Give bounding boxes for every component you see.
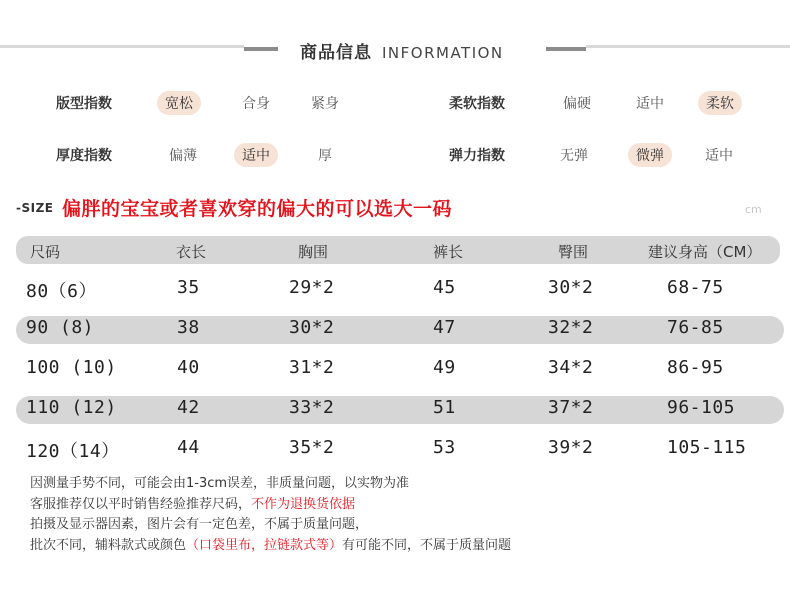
table-cell: 76-85 xyxy=(667,317,724,338)
table-cell: 39*2 xyxy=(548,437,594,458)
table-cell: 31*2 xyxy=(289,357,335,378)
table-header-cell: 裤长 xyxy=(433,243,464,261)
table-header-cell: 建议身高（CM） xyxy=(648,243,762,261)
table-cell: 30*2 xyxy=(289,317,335,338)
section-title-zh: 商品信息 xyxy=(300,43,372,63)
attribute-option-selected: 柔软 xyxy=(698,91,742,115)
section-title xyxy=(300,38,504,63)
note-line xyxy=(30,536,511,557)
table-cell: 30*2 xyxy=(548,277,594,298)
table-cell: 40 xyxy=(177,357,200,378)
table-cell: 37*2 xyxy=(548,397,594,418)
table-header-cell: 臀围 xyxy=(558,243,589,261)
attribute-option: 偏硬 xyxy=(563,96,591,112)
table-cell: 47 xyxy=(433,317,456,338)
table-cell: 33*2 xyxy=(289,397,335,418)
table-cell: 105-115 xyxy=(667,437,747,458)
table-cell: 120（14） xyxy=(26,441,120,462)
table-cell: 34*2 xyxy=(548,357,594,378)
table-cell: 49 xyxy=(433,357,456,378)
note-text: 拍摄及显示器因素，图片会有一定色差，不属于质量问题， xyxy=(30,517,369,532)
title-divider-right-accent xyxy=(546,47,586,51)
table-cell: 51 xyxy=(433,397,456,418)
note-text: 有可能不同，不属于质量问题 xyxy=(342,537,512,553)
section-title-en: INFORMATION xyxy=(382,44,504,62)
attribute-option-selected: 宽松 xyxy=(157,91,201,115)
table-cell: 90 (8) xyxy=(26,317,95,338)
table-cell: 53 xyxy=(433,437,456,458)
note-text: 批次不同，辅料款式或颜色 xyxy=(30,537,187,553)
note-text: 客服推荐仅以平时销售经验推荐尺码， xyxy=(30,496,252,512)
note-text: 因测量手势不同，可能会由1-3cm误差，非质量问题，以实物为准 xyxy=(30,476,410,491)
table-cell: 38 xyxy=(177,317,200,338)
title-divider-left-accent xyxy=(244,47,278,51)
table-header-cell: 胸围 xyxy=(298,243,329,261)
note-highlight: （口袋里布，拉链款式等） xyxy=(186,537,343,553)
table-cell: 86-95 xyxy=(667,357,724,378)
attribute-option: 无弹 xyxy=(560,148,588,164)
attribute-option: 紧身 xyxy=(311,96,339,112)
table-cell: 44 xyxy=(177,437,200,458)
note-line xyxy=(30,474,511,495)
table-cell: 35*2 xyxy=(289,437,335,458)
table-header-cell: 尺码 xyxy=(30,243,61,261)
note-highlight: 不作为退换货依据 xyxy=(251,496,356,512)
note-line xyxy=(30,515,511,536)
table-header-cell: 衣长 xyxy=(176,243,207,261)
table-cell: 100 (10) xyxy=(26,357,117,378)
attribute-option: 适中 xyxy=(705,148,733,164)
attribute-option-selected: 微弹 xyxy=(628,143,672,167)
table-cell: 96-105 xyxy=(667,397,736,418)
notes-block xyxy=(30,474,511,556)
title-divider-right xyxy=(586,45,790,48)
attribute-option-selected: 适中 xyxy=(234,143,278,167)
size-note: 偏胖的宝宝或者喜欢穿的偏大的可以选大一码 xyxy=(62,198,453,220)
table-cell: 110 (12) xyxy=(26,397,117,418)
attribute-label: 厚度指数 xyxy=(56,148,112,164)
size-mark: -SIZE xyxy=(16,201,54,215)
table-cell: 32*2 xyxy=(548,317,594,338)
attribute-label: 弹力指数 xyxy=(449,148,505,164)
note-line xyxy=(30,495,511,516)
attribute-option: 合身 xyxy=(242,96,270,112)
attribute-option: 偏薄 xyxy=(169,148,197,164)
table-cell: 45 xyxy=(433,277,456,298)
attribute-option: 适中 xyxy=(636,96,664,112)
table-cell: 42 xyxy=(177,397,200,418)
unit-label: cm xyxy=(745,203,762,216)
table-cell: 68-75 xyxy=(667,277,724,298)
table-cell: 35 xyxy=(177,277,200,298)
table-cell: 29*2 xyxy=(289,277,335,298)
attribute-label: 版型指数 xyxy=(56,96,112,112)
table-cell: 80（6） xyxy=(26,281,98,302)
attribute-label: 柔软指数 xyxy=(449,96,505,112)
attribute-option: 厚 xyxy=(318,148,332,164)
title-divider-left xyxy=(0,45,244,48)
